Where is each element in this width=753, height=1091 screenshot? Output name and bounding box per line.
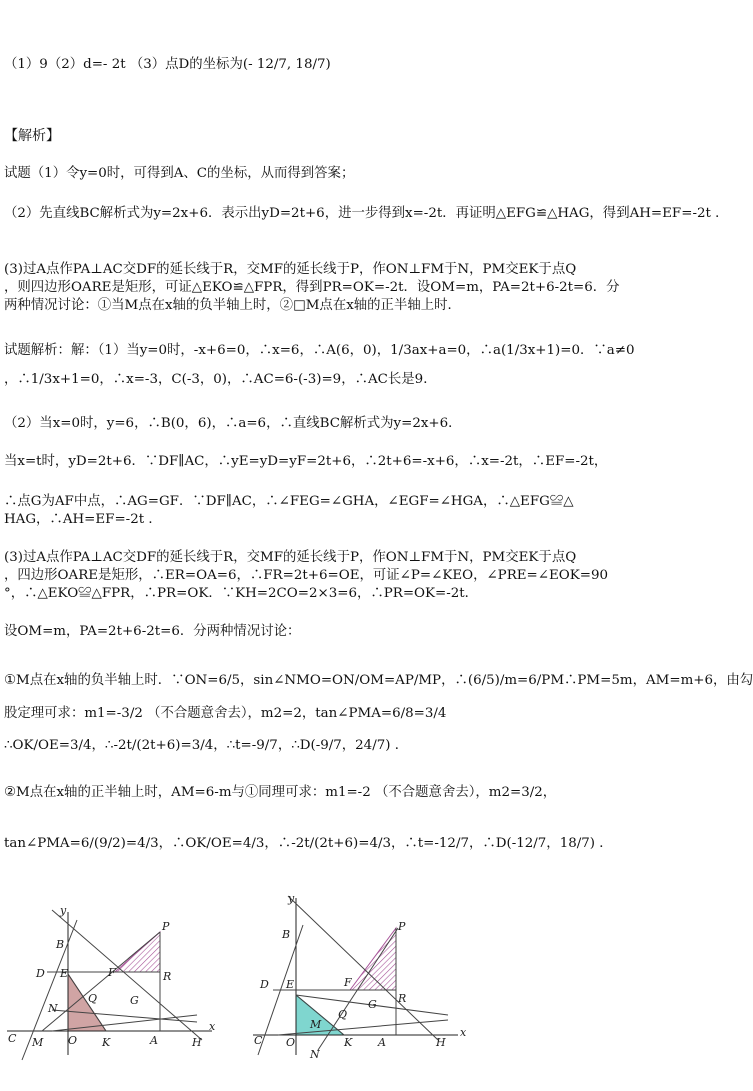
fig2-label-n: N bbox=[310, 1048, 320, 1061]
fig2-label-x: x bbox=[460, 1026, 467, 1039]
fig1-label-h: H bbox=[192, 1036, 202, 1049]
fig1-label-e: E bbox=[60, 967, 69, 980]
solution-part3-line2: ，四边形OARE是矩形，∴ER=OA=6，∴FR=2t+6=OE，可证∠P=∠KEO，∠PRE=∠EOK=90 bbox=[4, 568, 609, 583]
fig1-label-a: A bbox=[150, 1034, 158, 1047]
solution-part1-line2: ，∴1/3x+1=0，∴x=-3，C(-3，0)，∴AC=6-(-3)=9，∴AC长是9． bbox=[4, 372, 437, 387]
fig1-label-k: K bbox=[102, 1036, 111, 1049]
fig2-label-p: P bbox=[398, 920, 406, 933]
case1-line1: ①M点在x轴的负半轴上时．∵ON=6/5，sin∠NMO=ON/OM=AP/MP，∴(6/5)/m=6/PM∴PM=5m，AM=m+6，由勾 bbox=[4, 673, 753, 688]
geometry-figure-right bbox=[248, 890, 478, 1060]
case1-line3: ∴OK/OE=3/4，∴-2t/(2t+6)=3/4，∴t=-9/7，∴D(-9/7，24/7) ． bbox=[4, 738, 409, 753]
hint-paragraph-2: （2）先直线BC解析式为y=2x+6．表示出yD=2t+6，进一步得到x=-2t．再证明△EFG≌△HAG，得到AH=EF=-2t ． bbox=[4, 206, 729, 221]
solution-part1-line1: 试题解析：解：（1）当y=0时，-x+6=0，∴x=6，∴A(6，0)，1/3ax+a=0，∴a(1/3x+1)=0．∵a≠0 bbox=[4, 343, 635, 358]
fig1-label-q: Q bbox=[88, 992, 98, 1005]
fig1-label-d: D bbox=[36, 967, 45, 980]
fig1-label-b: B bbox=[56, 938, 65, 951]
solution-part2-line2: 当x=t时，yD=2t+6．∵DF∥AC，∴yE=yD=yF=2t+6，∴2t+6=-x+6，∴x=-2t，∴EF=-2t， bbox=[4, 454, 608, 469]
fig1-label-r: R bbox=[163, 970, 172, 983]
fig1-label-y: y bbox=[60, 904, 67, 917]
fig1-label-o: O bbox=[68, 1034, 78, 1047]
geometry-figure-left bbox=[2, 900, 227, 1060]
hint-paragraph-3a: (3)过A点作PA⊥AC交DF的延长线于R，交MF的延长线于P，作ON⊥FM于N，PM交EK于点Q bbox=[4, 262, 577, 277]
fig1-label-x: x bbox=[209, 1020, 216, 1033]
fig1-label-p: P bbox=[162, 920, 170, 933]
fig2-label-c: C bbox=[254, 1034, 263, 1047]
case2-line2: tan∠PMA=6/(9/2)=4/3，∴OK/OE=4/3，∴-2t/(2t+6)=4/3，∴t=-12/7，∴D(-12/7，18/7) ． bbox=[4, 836, 613, 851]
hint-paragraph-3b: ，则四边形OARE是矩形，可证△EKO≌△FPR，得到PR=OK=-2t．设OM=m，PA=2t+6-2t=6．分 bbox=[4, 280, 620, 295]
fig2-label-o: O bbox=[286, 1036, 296, 1049]
solution-part3-line3: °，∴△EKO≌△FPR，∴PR=OK．∵KH=2CO=2×3=6，∴PR=OK=-2t． bbox=[4, 586, 479, 601]
fig2-label-h: H bbox=[436, 1036, 446, 1049]
fig2-label-f: F bbox=[344, 976, 352, 989]
hint-paragraph-1: 试题（1）令y=0时，可得到A、C的坐标，从而得到答案； bbox=[4, 166, 355, 181]
fig1-label-n: N bbox=[48, 1002, 58, 1015]
fig2-label-m: M bbox=[310, 1018, 322, 1031]
solution-part3-line1: (3)过A点作PA⊥AC交DF的延长线于R，交MF的延长线于P，作ON⊥FM于N，PM交EK于点Q bbox=[4, 550, 577, 565]
fig1-label-g: G bbox=[130, 994, 139, 1007]
hint-paragraph-3c: 两种情况讨论：①当M点在x轴的负半轴上时，②□M点在x轴的正半轴上时． bbox=[4, 298, 461, 313]
fig1-label-c: C bbox=[8, 1032, 17, 1045]
answer-line: （1）9（2）d=- 2t （3）点D的坐标为(- 12/7, 18/7) bbox=[4, 57, 331, 72]
fig2-label-r: R bbox=[398, 992, 407, 1005]
fig2-label-d: D bbox=[260, 978, 269, 991]
solution-part2-line1: （2）当x=0时，y=6，∴B(0，6)，∴a=6，∴直线BC解析式为y=2x+6． bbox=[4, 416, 462, 431]
solution-part3-line4: 设OM=m，PA=2t+6-2t=6．分两种情况讨论： bbox=[4, 624, 301, 639]
case1-line2: 股定理可求：m1=-3/2 （不合题意舍去），m2=2，tan∠PMA=6/8=3/4 bbox=[4, 706, 447, 721]
fig2-label-y: y bbox=[288, 892, 295, 905]
fig2-label-e: E bbox=[286, 978, 295, 991]
section-title: 【解析】 bbox=[4, 128, 60, 144]
case2-line1: ②M点在x轴的正半轴上时，AM=6-m与①同理可求：m1=-2 （不合题意舍去），m2=3/2， bbox=[4, 785, 557, 800]
fig2-label-k: K bbox=[344, 1036, 353, 1049]
fig2-label-a: A bbox=[378, 1036, 386, 1049]
fig2-label-q: Q bbox=[338, 1008, 348, 1021]
solution-part2-line4: HAG，∴AH=EF=-2t ． bbox=[4, 512, 162, 527]
fig2-label-g: G bbox=[368, 998, 377, 1011]
fig1-label-f: F bbox=[108, 966, 116, 979]
solution-part2-line3: ∴点G为AF中点，∴AG=GF．∵DF∥AC，∴∠FEG=∠GHA，∠EGF=∠HGA，∴△EFG≌△ bbox=[4, 494, 574, 509]
fig2-label-b: B bbox=[282, 928, 291, 941]
fig1-label-m: M bbox=[32, 1036, 44, 1049]
